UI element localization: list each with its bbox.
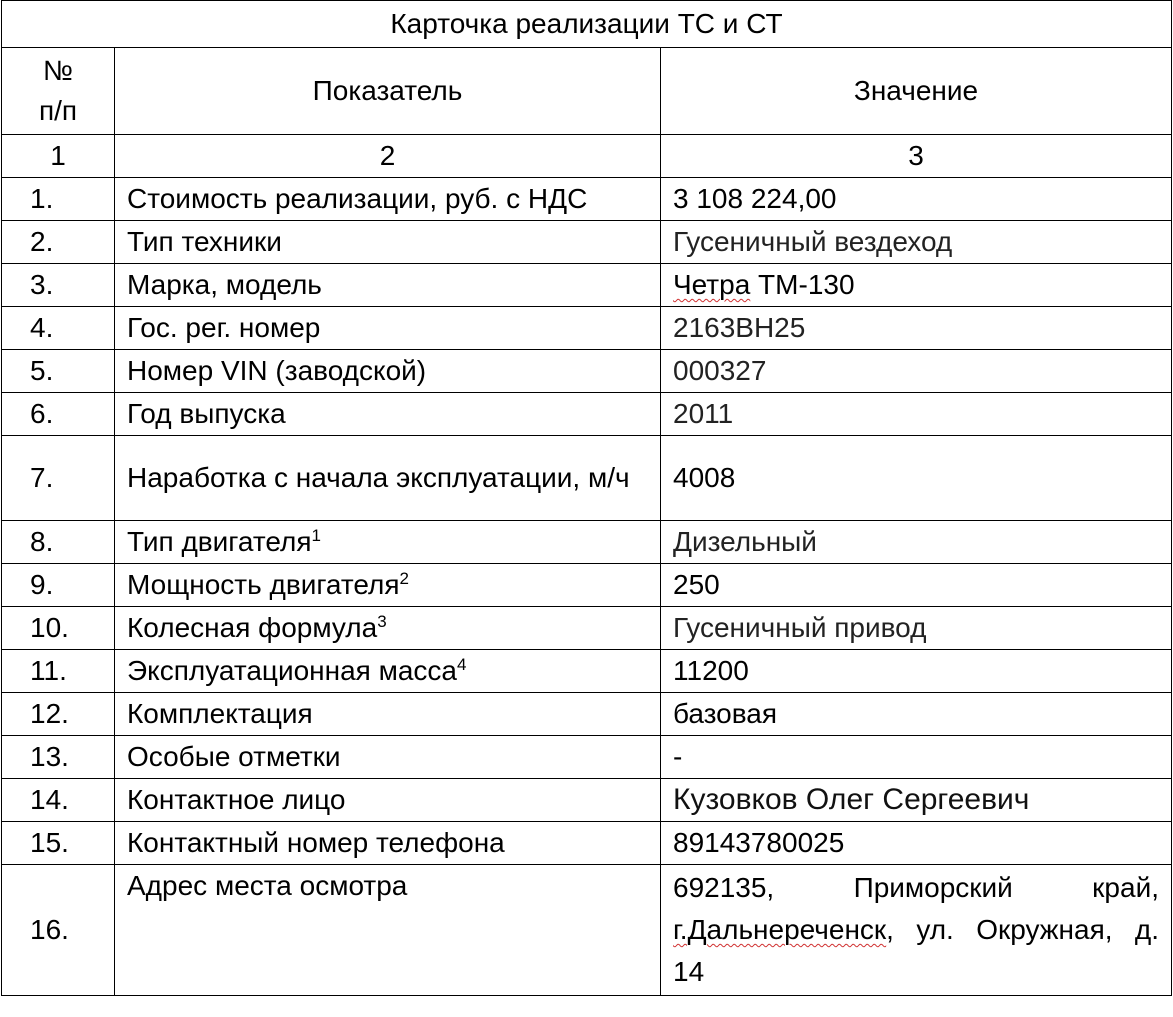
row-value: 250 [661, 564, 1172, 607]
row-parameter [115, 607, 661, 650]
row-value: Гусеничный вездеход [661, 221, 1172, 264]
table-row [2, 221, 1172, 264]
table-row [2, 736, 1172, 779]
table-row [2, 350, 1172, 393]
table-title: Карточка реализации ТС и СТ [2, 1, 1172, 48]
row-number: 16. [2, 865, 115, 996]
header-value: Значение [661, 48, 1172, 135]
table-row [2, 521, 1172, 564]
footnote-mark: 3 [377, 612, 387, 631]
header-indicator: Показатель [115, 48, 661, 135]
row-parameter: Контактное лицо [115, 779, 661, 822]
column-number-row [2, 135, 1172, 178]
row-parameter: Гос. рег. номер [115, 307, 661, 350]
row-value: 4008 [661, 436, 1172, 521]
row-number: 14. [2, 779, 115, 822]
row-number: 9. [2, 564, 115, 607]
row-parameter [115, 650, 661, 693]
row-parameter: Наработка с начала эксплуатации, м/ч [115, 436, 661, 521]
row-value [661, 264, 1172, 307]
row-number: 15. [2, 822, 115, 865]
table-row [2, 607, 1172, 650]
header-number-line2: п/п [38, 95, 78, 126]
row-parameter: Особые отметки [115, 736, 661, 779]
row-parameter: Комплектация [115, 693, 661, 736]
row-parameter: Марка, модель [115, 264, 661, 307]
table-row [2, 779, 1172, 822]
spellcheck-word: г.Дальнереченск [673, 914, 887, 945]
title-row [2, 1, 1172, 48]
spellcheck-word: Четра [673, 269, 751, 300]
row-number: 4. [2, 307, 115, 350]
row-parameter-text: Колесная формула [127, 612, 378, 643]
row-parameter-text: Мощность двигателя [127, 569, 400, 600]
row-value-address [661, 865, 1172, 996]
row-number: 8. [2, 521, 115, 564]
row-value: - [661, 736, 1172, 779]
row-number: 10. [2, 607, 115, 650]
row-value: 89143780025 [661, 822, 1172, 865]
row-value: базовая [661, 693, 1172, 736]
table-row [2, 650, 1172, 693]
table-row [2, 865, 1172, 996]
column-number-1: 1 [2, 135, 115, 178]
row-value: 000327 [661, 350, 1172, 393]
row-parameter [115, 564, 661, 607]
row-value: Кузовков Олег Сергеевич [661, 779, 1172, 822]
row-number: 6. [2, 393, 115, 436]
row-number: 1. [2, 178, 115, 221]
row-number: 11. [2, 650, 115, 693]
column-number-3: 3 [661, 135, 1172, 178]
footnote-mark: 4 [457, 655, 467, 674]
row-value: 3 108 224,00 [661, 178, 1172, 221]
table-row [2, 436, 1172, 521]
table-row [2, 822, 1172, 865]
row-number: 3. [2, 264, 115, 307]
header-row [2, 48, 1172, 135]
table-row [2, 693, 1172, 736]
header-number-line1: № [42, 55, 74, 86]
row-parameter-text: Тип двигателя [127, 526, 312, 557]
row-parameter-text: Эксплуатационная масса [127, 655, 457, 686]
table-row [2, 178, 1172, 221]
table-row [2, 393, 1172, 436]
row-value: 2011 [661, 393, 1172, 436]
row-number: 12. [2, 693, 115, 736]
footnote-mark: 1 [311, 526, 321, 545]
row-value: Дизельный [661, 521, 1172, 564]
column-number-2: 2 [115, 135, 661, 178]
header-number [2, 48, 115, 135]
address-line-1: 692135, Приморский край, [673, 872, 1159, 903]
table-row [2, 307, 1172, 350]
row-parameter [115, 521, 661, 564]
address-line-2-rest: , ул. Окружная, д. [886, 914, 1159, 945]
row-number: 5. [2, 350, 115, 393]
row-value: 11200 [661, 650, 1172, 693]
address-line-3: 14 [673, 956, 705, 987]
row-value: Гусеничный привод [661, 607, 1172, 650]
row-parameter: Адрес места осмотра [115, 865, 661, 996]
row-value-rest: ТМ-130 [750, 269, 855, 300]
table-row [2, 264, 1172, 307]
table-row [2, 564, 1172, 607]
row-parameter: Контактный номер телефона [115, 822, 661, 865]
footnote-mark: 2 [399, 569, 410, 588]
row-number: 2. [2, 221, 115, 264]
row-parameter: Год выпуска [115, 393, 661, 436]
address-line-2 [673, 909, 1159, 951]
row-parameter: Номер VIN (заводской) [115, 350, 661, 393]
row-number: 7. [2, 436, 115, 521]
row-number: 13. [2, 736, 115, 779]
row-parameter: Тип техники [115, 221, 661, 264]
row-value: 2163ВН25 [661, 307, 1172, 350]
row-parameter: Стоимость реализации, руб. с НДС [115, 178, 661, 221]
sale-card-table [1, 0, 1172, 996]
